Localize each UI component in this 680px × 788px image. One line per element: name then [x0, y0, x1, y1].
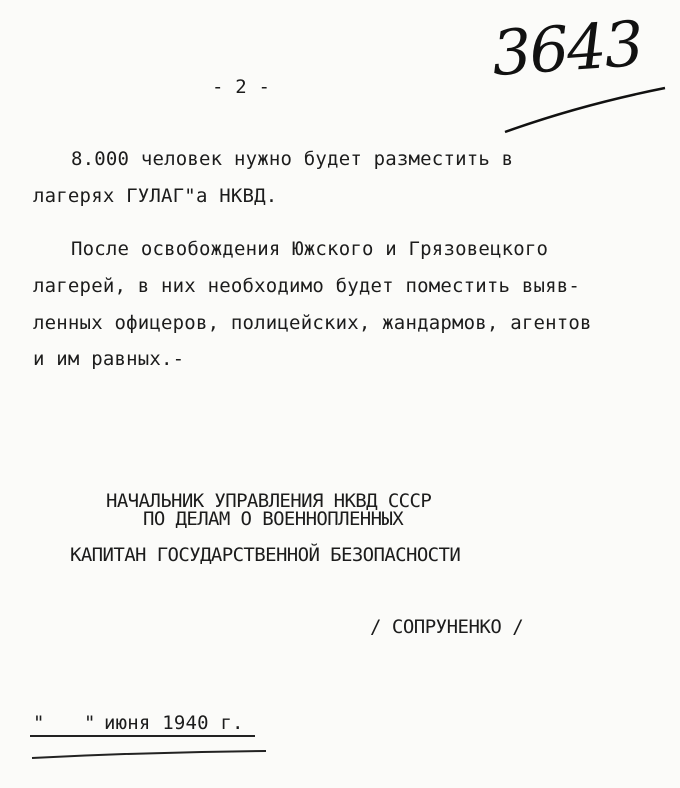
signature-rank: КАПИТАН ГОСУДАРСТВЕННОЙ БЕЗОПАСНОСТИ	[70, 544, 461, 566]
paragraph2-line3: ленных офицеров, полицейских, жандармов, агентов	[33, 312, 592, 334]
bottom-rule	[30, 748, 270, 762]
archive-number: 3643	[489, 6, 645, 91]
paragraph2-line4: и им равных.-	[33, 348, 185, 370]
signature-name: / СОПРУНЕНКО /	[370, 616, 524, 638]
paragraph2-line1: После освобождения Южского и Грязовецкого	[71, 238, 549, 260]
page-number: - 2 -	[212, 76, 271, 98]
paragraph1-line1: 8.000 человек нужно будет разместить в	[71, 148, 514, 170]
date-close-quote: "	[84, 712, 96, 734]
paragraph2-line2: лагерей, в них необходимо будет поместить выяв-	[33, 275, 581, 297]
paragraph1-line2: лагерях ГУЛАГ"а НКВД.	[33, 185, 278, 207]
date-text: июня 1940 г.	[104, 712, 244, 734]
date-underline	[30, 735, 255, 737]
signature-title-line2: ПО ДЕЛАМ О ВОЕННОПЛЕННЫХ	[143, 508, 404, 530]
date-open-quote: "	[33, 712, 45, 734]
archive-number-underline	[500, 80, 670, 140]
signature-title-line1: НАЧАЛЬНИК УПРАВЛЕНИЯ НКВД СССР	[106, 490, 432, 512]
